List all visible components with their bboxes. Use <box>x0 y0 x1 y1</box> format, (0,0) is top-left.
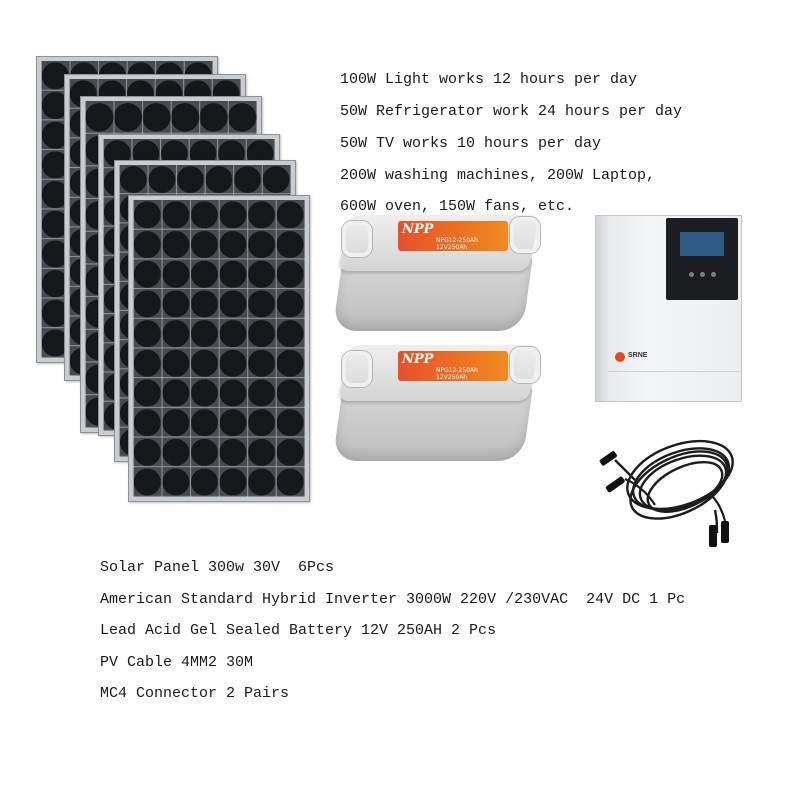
inverter-brand: SRNE <box>628 352 648 359</box>
battery-brand: NPP <box>402 222 434 237</box>
inverter-display <box>666 218 738 300</box>
package-item-solar-panel: Solar Panel 300w 30V 6Pcs <box>100 559 335 576</box>
battery-model: NPG12-250Ah 12V250Ah <box>436 237 478 251</box>
srne-logo-icon <box>615 352 625 362</box>
solar-panel-front <box>128 195 310 502</box>
usage-note-refrigerator: 50W Refrigerator work 24 hours per day <box>340 103 683 120</box>
usage-note-appliances: 200W washing machines, 200W Laptop, <box>340 167 656 184</box>
battery-model: NPG12-250Ah 12V250Ah <box>436 367 478 381</box>
package-item-battery: Lead Acid Gel Sealed Battery 12V 250AH 2 Pcs <box>100 622 497 639</box>
inverter-image <box>595 215 742 402</box>
battery-image <box>338 345 548 465</box>
battery-image <box>338 215 548 335</box>
usage-note-other: 600W oven, 150W fans, etc. <box>340 198 575 215</box>
usage-note-light: 100W Light works 12 hours per day <box>340 71 638 88</box>
pv-cable-image <box>595 425 745 555</box>
package-item-pv-cable: PV Cable 4MM2 30M <box>100 654 254 671</box>
package-item-inverter: American Standard Hybrid Inverter 3000W 220V /230VAC 24V DC 1 Pc <box>100 591 686 608</box>
package-item-mc4-connector: MC4 Connector 2 Pairs <box>100 685 290 702</box>
battery-brand: NPP <box>402 352 434 367</box>
usage-note-tv: 50W TV works 10 hours per day <box>340 135 602 152</box>
